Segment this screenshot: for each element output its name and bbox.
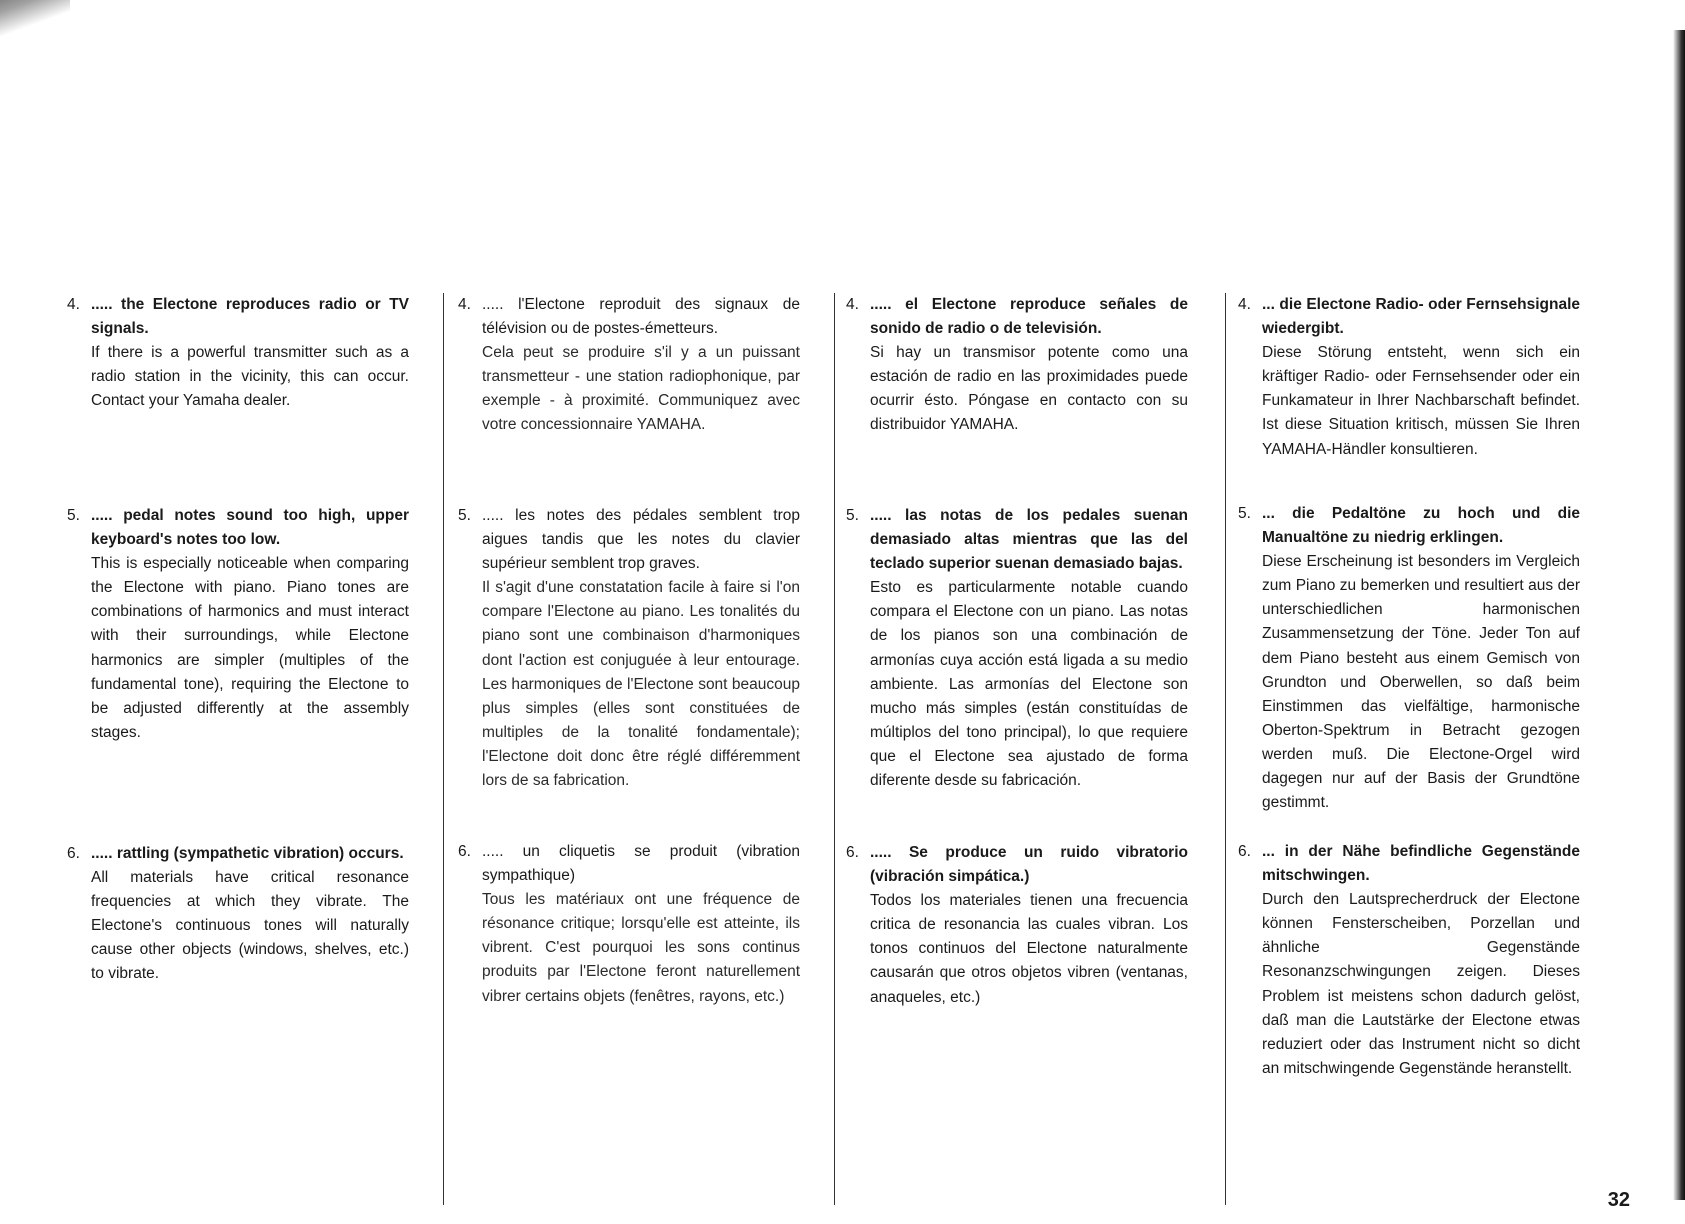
item-title: ..... l'Electone reproduit des signaux de télévision ou de postes-émetteurs. <box>482 296 800 338</box>
troubleshooting-item <box>1238 502 1580 815</box>
item-title: ... die Pedaltöne zu hoch und die Manualtöne zu niedrig erklingen. <box>1262 505 1580 547</box>
item-body: This is especially noticeable when comparing the Electone with piano. Piano tones are combinations of harmonics and must interact with their surroundings, while Electone harmonics are simpler (multiples of the fundamental tone), requiring the Electone to be adjusted differently at the assembly stages. <box>91 555 409 741</box>
troubleshooting-item <box>1238 840 1580 1081</box>
item-body: Esto es particularmente notable cuando compara el Electone con un piano. Las notas de los pianos son una combinación de armonías cuya acción está ligada a su medio ambiente. Las armonías del Electone son mucho más simples (están constituídas de múltiplos del tono principal), lo que requiere que el Electone sea ajustado de forma diferente desde su fabricación. <box>870 579 1188 790</box>
item-number: 6. <box>846 844 859 861</box>
column-divider <box>1225 293 1226 1205</box>
item-body: Todos los materiales tienen una frecuencia critica de resonancia las cuales vibran. Los tonos continuos del Electone naturalmente causarán que otros objetos vibren (ventanas, anaqueles, etc.) <box>870 892 1188 1006</box>
item-body: Si hay un transmisor potente como una estación de radio en las proximidades puede ocurrir ésto. Póngase en contacto con su distribuidor YAMAHA. <box>870 344 1188 434</box>
item-number: 4. <box>1238 296 1251 313</box>
column-divider <box>834 293 835 1205</box>
troubleshooting-item <box>458 504 800 793</box>
item-title: ..... las notas de los pedales suenan demasiado altas mientras que las del teclado superior suenan demasiado bajas. <box>870 507 1188 573</box>
item-body: Il s'agit d'une constatation facile à faire si l'on compare l'Electone au piano. Les tonalités du piano sont une combinaison d'harmoniques dont l'action est conjuguée à leur entourage. Les harmoniques de l'Electone sont beaucoup plus simples (elles sont constituées de multiples de la tonalité fondamentale); l'Electone doit donc être réglé différemment lors de sa fabrication. <box>482 579 800 790</box>
item-number: 4. <box>458 296 471 313</box>
item-number: 5. <box>846 507 859 524</box>
item-number: 4. <box>67 296 80 313</box>
troubleshooting-item <box>67 293 409 413</box>
troubleshooting-item <box>1238 293 1580 462</box>
troubleshooting-item <box>67 504 409 745</box>
item-title: ..... pedal notes sound too high, upper keyboard's notes too low. <box>91 507 409 549</box>
item-body: Durch den Lautsprecherdruck der Electone können Fensterscheiben, Porzellan und ähnliche Gegenstände Resonanzschwingungen zeigen. Dieses Problem ist meistens schon dadurch gelöst, daß man die Lautstärke der Electone etwas reduziert oder das Instrument nicht so dicht an mitschwingende Gegenstände heranstellt. <box>1262 891 1580 1077</box>
item-title: ..... les notes des pédales semblent trop aigues tandis que les notes du clavier supérieur semblent trop graves. <box>482 507 800 573</box>
item-number: 6. <box>458 843 471 860</box>
item-number: 5. <box>1238 505 1251 522</box>
scan-corner-mark <box>0 0 70 42</box>
troubleshooting-item <box>67 842 409 987</box>
troubleshooting-item <box>458 840 800 1009</box>
item-number: 6. <box>67 845 80 862</box>
troubleshooting-item <box>458 293 800 438</box>
troubleshooting-item <box>846 293 1188 438</box>
item-title: ..... un cliquetis se produit (vibration sympathique) <box>482 843 800 885</box>
item-title: ..... rattling (sympathetic vibration) occurs. <box>91 845 404 862</box>
item-title: ... die Electone Radio- oder Fernsehsignale wiedergibt. <box>1262 296 1580 338</box>
troubleshooting-item <box>846 504 1188 793</box>
item-body: Diese Erscheinung ist besonders im Vergleich zum Piano zu bemerken und resultiert aus der unterschiedlichen harmonischen Zusammensetzung der Töne. Jeder Ton auf dem Piano besteht aus einem Gemisch von Grundton und Oberwellen, so daß beim Einstimmen das vielfältige, harmonische Oberton-Spektrum in Betracht gezogen werden muß. Die Electone-Orgel wird dagegen nur auf der Basis der Grundtöne gestimmt. <box>1262 553 1580 812</box>
item-number: 5. <box>458 507 471 524</box>
item-body: If there is a powerful transmitter such as a radio station in the vicinity, this can occur. Contact your Yamaha dealer. <box>91 344 409 410</box>
item-number: 5. <box>67 507 80 524</box>
item-title: ..... Se produce un ruido vibratorio (vibración simpática.) <box>870 844 1188 886</box>
item-number: 4. <box>846 296 859 313</box>
item-body: All materials have critical resonance frequencies at which they vibrate. The Electone's continuous tones will naturally cause other objects (windows, shelves, etc.) to vibrate. <box>91 869 409 983</box>
scan-edge-shadow <box>1673 30 1685 1200</box>
column-divider <box>443 293 444 1205</box>
page-number: 32 <box>1607 1189 1630 1211</box>
item-title: ..... the Electone reproduces radio or TV signals. <box>91 296 409 338</box>
item-title: ..... el Electone reproduce señales de sonido de radio o de televisión. <box>870 296 1188 338</box>
item-number: 6. <box>1238 843 1251 860</box>
item-body: Tous les matériaux ont une fréquence de résonance critique; lorsqu'elle est atteinte, ils vibrent. C'est pourquoi les sons continus produits par l'Electone feront naturellement vibrer certains objets (fenêtres, rayons, etc.) <box>482 891 800 1005</box>
troubleshooting-item <box>846 841 1188 1010</box>
item-title: ... in der Nähe befindliche Gegenstände mitschwingen. <box>1262 843 1580 885</box>
item-body: Diese Störung entsteht, wenn sich ein kräftiger Radio- oder Fernsehsender oder ein Funkamateur in Ihrer Nachbarschaft befindet. Ist diese Situation kritisch, müssen Sie Ihren YAMAHA-Händler konsultieren. <box>1262 344 1580 458</box>
item-body: Cela peut se produire s'il y a un puissant transmetteur - une station radiophonique, par exemple - à proximité. Communiquez avec votre concessionnaire YAMAHA. <box>482 344 800 434</box>
